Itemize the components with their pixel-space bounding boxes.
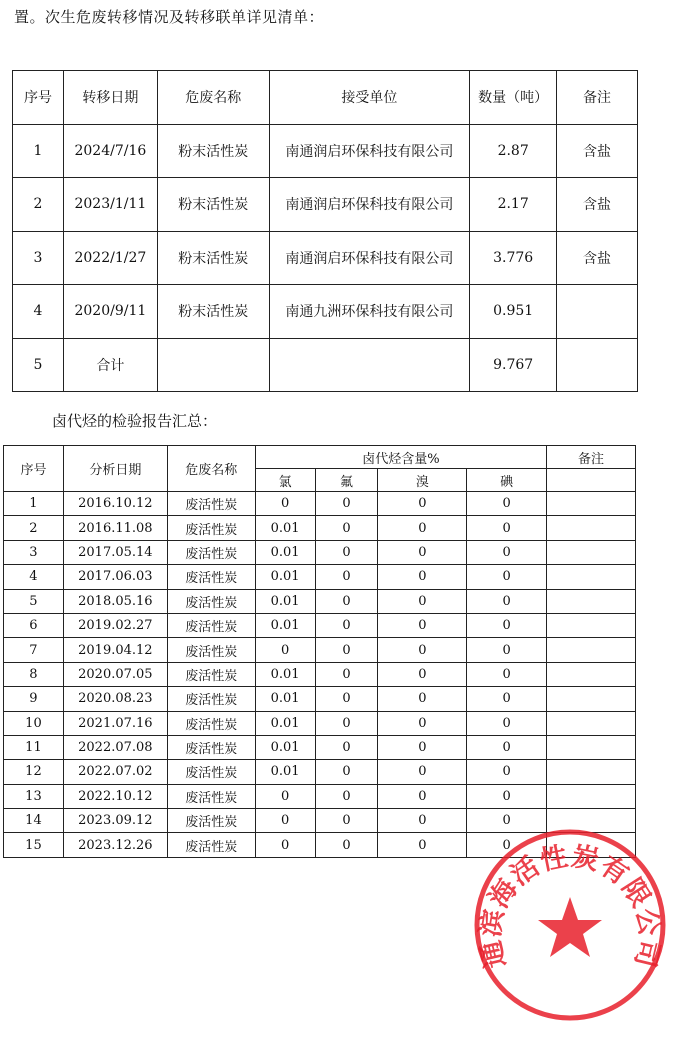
table-row	[4, 687, 636, 711]
table-cell: 废活性炭	[167, 711, 255, 735]
table-row	[4, 492, 636, 516]
subheader-cell: 氟	[315, 469, 378, 492]
table-cell: 废活性炭	[167, 687, 255, 711]
table-cell: 含盐	[557, 231, 638, 285]
table-cell: 0	[378, 638, 467, 662]
table-cell: 废活性炭	[167, 565, 255, 589]
table-cell: 0	[378, 711, 467, 735]
table-cell	[547, 784, 636, 808]
table-row	[13, 338, 638, 392]
table-cell: 0	[315, 589, 378, 613]
table-cell: 0	[255, 784, 315, 808]
table-cell	[547, 540, 636, 564]
table-cell: 合计	[63, 338, 157, 392]
table-row	[4, 711, 636, 735]
table-cell: 废活性炭	[167, 638, 255, 662]
table-cell	[547, 735, 636, 759]
table-cell: 2016.11.08	[63, 516, 167, 540]
table-cell: 0	[378, 809, 467, 833]
table-cell: 2	[13, 178, 64, 232]
table-cell: 粉末活性炭	[157, 285, 269, 339]
table-cell	[547, 711, 636, 735]
analysis-header-row	[4, 446, 636, 469]
table-cell: 1	[13, 124, 64, 178]
table-cell: 0	[315, 760, 378, 784]
table-cell: 0	[315, 492, 378, 516]
analysis-table	[3, 445, 636, 858]
table-cell	[547, 662, 636, 686]
table-cell: 9	[4, 687, 64, 711]
table-row	[4, 760, 636, 784]
table-cell: 0.01	[255, 589, 315, 613]
table-cell: 0	[378, 662, 467, 686]
table-cell: 0	[467, 540, 547, 564]
table-cell: 0	[255, 809, 315, 833]
table-cell: 0	[467, 638, 547, 662]
seal-text: 通滨海活性炭有限公司	[474, 840, 666, 972]
table-row	[13, 124, 638, 178]
table-cell: 2019.04.12	[63, 638, 167, 662]
table-cell: 2022.07.02	[63, 760, 167, 784]
table-cell	[547, 687, 636, 711]
table-cell: 0	[467, 735, 547, 759]
table-cell: 粉末活性炭	[157, 231, 269, 285]
table-cell: 南通九洲环保科技有限公司	[269, 285, 470, 339]
table-cell: 0	[467, 662, 547, 686]
table-cell: 含盐	[557, 178, 638, 232]
table-cell: 0	[467, 833, 547, 857]
table-cell: 0.01	[255, 540, 315, 564]
table-cell: 5	[4, 589, 64, 613]
transfer-header-cell: 序号	[13, 71, 64, 125]
table-cell: 12	[4, 760, 64, 784]
table-cell: 0.01	[255, 711, 315, 735]
table-cell: 0	[255, 638, 315, 662]
table-cell: 3.776	[470, 231, 557, 285]
table-cell: 2.87	[470, 124, 557, 178]
table-cell	[547, 492, 636, 516]
table-cell: 2	[4, 516, 64, 540]
table-cell: 0	[255, 492, 315, 516]
table-cell: 废活性炭	[167, 784, 255, 808]
table-cell: 6	[4, 613, 64, 637]
table-cell: 废活性炭	[167, 662, 255, 686]
table-cell: 0.01	[255, 687, 315, 711]
subheader-cell: 溴	[378, 469, 467, 492]
table-cell: 0	[378, 540, 467, 564]
header-halocarbon-content: 卤代烃含量%	[255, 446, 546, 469]
table-cell: 0	[378, 492, 467, 516]
transfer-header-cell: 备注	[557, 71, 638, 125]
company-seal	[470, 825, 670, 1025]
table-cell: 废活性炭	[167, 492, 255, 516]
table-cell: 2019.02.27	[63, 613, 167, 637]
table-cell: 0	[315, 784, 378, 808]
table-cell: 9.767	[470, 338, 557, 392]
table-cell	[547, 613, 636, 637]
table-cell: 2020/9/11	[63, 285, 157, 339]
seal-star-icon	[538, 897, 602, 957]
table-cell: 2022.07.08	[63, 735, 167, 759]
table-row	[4, 516, 636, 540]
table-cell: 5	[13, 338, 64, 392]
table-cell: 2017.05.14	[63, 540, 167, 564]
table-row	[4, 735, 636, 759]
table-cell: 0	[467, 492, 547, 516]
table-cell	[547, 565, 636, 589]
table-cell: 2023/1/11	[63, 178, 157, 232]
table-cell: 0	[467, 613, 547, 637]
table-row	[4, 638, 636, 662]
analysis-heading: 卤代烃的检验报告汇总：	[52, 412, 218, 430]
table-row	[4, 613, 636, 637]
table-cell: 废活性炭	[167, 540, 255, 564]
table-cell: 7	[4, 638, 64, 662]
table-cell: 含盐	[557, 124, 638, 178]
table-cell	[557, 338, 638, 392]
table-cell: 0	[378, 784, 467, 808]
table-cell: 废活性炭	[167, 760, 255, 784]
table-cell: 1	[4, 492, 64, 516]
table-row	[4, 662, 636, 686]
table-cell: 0	[378, 760, 467, 784]
header-date: 分析日期	[63, 446, 167, 492]
header-note: 备注	[547, 446, 636, 469]
subheader-cell: 碘	[467, 469, 547, 492]
table-cell: 0	[315, 540, 378, 564]
table-cell: 南通润启环保科技有限公司	[269, 124, 470, 178]
table-cell: 废活性炭	[167, 589, 255, 613]
table-cell: 0	[378, 735, 467, 759]
table-cell: 0	[315, 687, 378, 711]
table-cell: 0.01	[255, 662, 315, 686]
table-cell: 0	[467, 516, 547, 540]
table-cell: 2023.12.26	[63, 833, 167, 857]
table-cell	[547, 589, 636, 613]
intro-paragraph: 置。次生危废转移情况及转移联单详见清单：	[14, 8, 325, 26]
table-row	[13, 178, 638, 232]
table-cell: 2023.09.12	[63, 809, 167, 833]
table-cell: 0	[315, 809, 378, 833]
table-cell: 0	[467, 784, 547, 808]
table-row	[13, 231, 638, 285]
table-cell	[269, 338, 470, 392]
table-cell: 0	[315, 662, 378, 686]
table-cell: 0	[315, 516, 378, 540]
table-cell: 0.951	[470, 285, 557, 339]
table-cell: 2021.07.16	[63, 711, 167, 735]
transfer-table	[12, 70, 638, 392]
table-cell: 4	[4, 565, 64, 589]
table-cell: 2022.10.12	[63, 784, 167, 808]
table-cell: 2018.05.16	[63, 589, 167, 613]
transfer-header-row	[13, 71, 638, 125]
table-cell: 0	[315, 711, 378, 735]
table-cell: 0.01	[255, 565, 315, 589]
table-cell: 废活性炭	[167, 809, 255, 833]
table-cell: 0.01	[255, 735, 315, 759]
table-cell: 0	[378, 687, 467, 711]
table-cell: 0	[378, 589, 467, 613]
table-cell: 0	[378, 613, 467, 637]
table-cell: 0	[467, 760, 547, 784]
subheader-cell: 氯	[255, 469, 315, 492]
table-cell: 废活性炭	[167, 613, 255, 637]
table-cell: 11	[4, 735, 64, 759]
table-cell: 2024/7/16	[63, 124, 157, 178]
table-cell: 2020.08.23	[63, 687, 167, 711]
table-cell	[547, 516, 636, 540]
table-cell: 南通润启环保科技有限公司	[269, 231, 470, 285]
table-row	[4, 565, 636, 589]
table-cell: 15	[4, 833, 64, 857]
table-cell: 0	[255, 833, 315, 857]
table-cell: 0	[315, 735, 378, 759]
table-cell: 0	[467, 589, 547, 613]
table-cell: 废活性炭	[167, 833, 255, 857]
table-cell: 0	[467, 711, 547, 735]
table-cell: 0	[315, 638, 378, 662]
table-cell: 废活性炭	[167, 516, 255, 540]
table-row	[4, 784, 636, 808]
table-cell: 0	[467, 687, 547, 711]
table-cell: 0	[378, 565, 467, 589]
table-cell: 2016.10.12	[63, 492, 167, 516]
table-cell: 2020.07.05	[63, 662, 167, 686]
table-cell: 0	[315, 613, 378, 637]
table-cell: 2.17	[470, 178, 557, 232]
table-cell: 南通润启环保科技有限公司	[269, 178, 470, 232]
table-cell: 0	[315, 565, 378, 589]
table-cell: 8	[4, 662, 64, 686]
table-cell: 13	[4, 784, 64, 808]
table-cell: 3	[13, 231, 64, 285]
table-cell	[547, 638, 636, 662]
table-cell: 3	[4, 540, 64, 564]
table-row	[4, 540, 636, 564]
transfer-header-cell: 转移日期	[63, 71, 157, 125]
table-cell	[157, 338, 269, 392]
table-cell: 粉末活性炭	[157, 178, 269, 232]
table-cell: 粉末活性炭	[157, 124, 269, 178]
table-cell: 14	[4, 809, 64, 833]
table-cell	[547, 760, 636, 784]
table-cell: 0	[315, 833, 378, 857]
transfer-header-cell: 数量（吨）	[470, 71, 557, 125]
table-cell: 废活性炭	[167, 735, 255, 759]
subheader-note-empty	[547, 469, 636, 492]
table-cell: 2017.06.03	[63, 565, 167, 589]
table-cell: 10	[4, 711, 64, 735]
transfer-header-cell: 危废名称	[157, 71, 269, 125]
table-cell: 0	[467, 809, 547, 833]
header-waste-name: 危废名称	[167, 446, 255, 492]
table-row	[4, 589, 636, 613]
table-cell: 0.01	[255, 516, 315, 540]
table-row	[13, 285, 638, 339]
table-cell: 2022/1/27	[63, 231, 157, 285]
table-cell: 0	[378, 833, 467, 857]
table-cell: 0.01	[255, 760, 315, 784]
transfer-header-cell: 接受单位	[269, 71, 470, 125]
table-cell: 0	[467, 565, 547, 589]
table-cell: 0	[378, 516, 467, 540]
header-index: 序号	[4, 446, 64, 492]
table-cell	[557, 285, 638, 339]
table-cell: 4	[13, 285, 64, 339]
table-cell: 0.01	[255, 613, 315, 637]
